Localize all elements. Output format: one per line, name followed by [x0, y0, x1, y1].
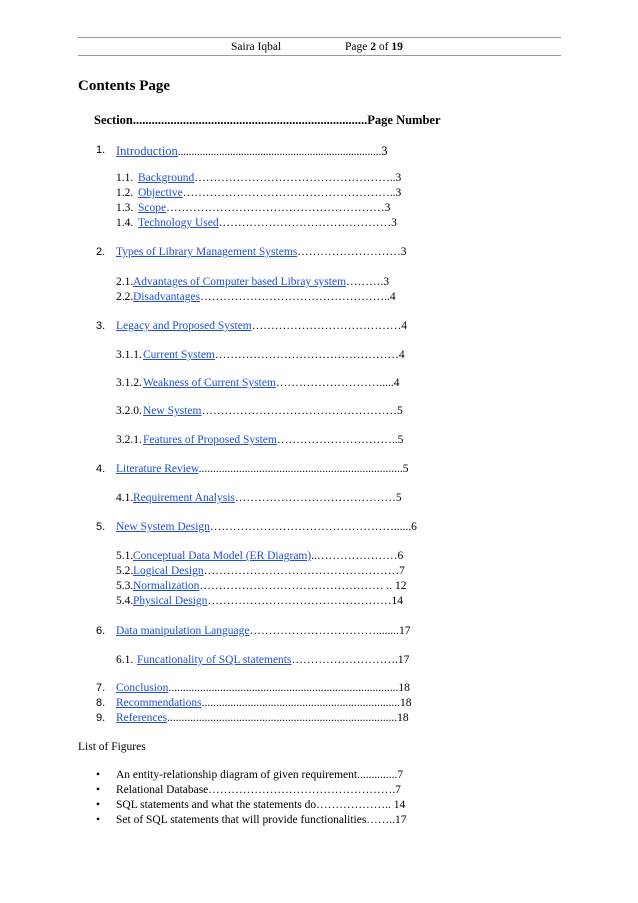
toc-item-leader: ………………………. — [291, 654, 398, 666]
toc-item-link[interactable]: Logical Design — [133, 565, 204, 577]
toc-item-page: 17 — [398, 625, 411, 637]
toc-item-link[interactable]: Disadvantages — [133, 291, 201, 303]
toc-item-number: 9. — [96, 712, 106, 724]
toc-item-page: 3 — [395, 187, 402, 199]
toc-item-number: 2.1. — [116, 276, 134, 288]
toc-item — [133, 291, 396, 303]
toc-item-page: 5 — [397, 434, 404, 446]
toc-item-page: 5 — [396, 405, 403, 417]
toc-item-page: 4 — [398, 349, 405, 361]
toc-item — [143, 377, 400, 389]
toc-item-link[interactable]: Current System — [143, 349, 215, 361]
toc-item-link[interactable]: Conclusion — [116, 682, 169, 694]
toc-item-page: 6 — [397, 550, 404, 562]
toc-item-link[interactable]: Literature Review — [116, 463, 199, 475]
bullet-icon: • — [96, 799, 101, 811]
figure-item-text: SQL statements and what the statements do — [116, 799, 317, 811]
toc-item — [116, 682, 410, 694]
toc-item-link[interactable]: Background — [138, 172, 195, 184]
toc-item — [137, 654, 409, 666]
figure-item-text: Set of SQL statements that will provide functionalities — [116, 814, 367, 826]
toc-item-number: 8. — [96, 697, 106, 709]
toc-item — [116, 712, 409, 724]
figure-item — [116, 799, 405, 811]
toc-item-page: 6 — [411, 521, 417, 533]
toc-item-leader: ………………………………………… — [214, 349, 399, 361]
toc-item — [138, 217, 397, 229]
toc-item-link[interactable]: References — [116, 712, 168, 724]
toc-item-number: 7. — [96, 682, 106, 694]
header-bottom-rule — [78, 55, 561, 56]
toc-item-leader: ..................................................................... — [201, 697, 400, 709]
toc-item-leader: ……………………………………………….. — [182, 187, 396, 199]
toc-item — [133, 276, 389, 288]
figure-item-text: Relational Database — [116, 784, 209, 796]
toc-item-link[interactable]: Recommendations — [116, 697, 202, 709]
toc-item-page: 3 — [400, 246, 407, 258]
figure-item — [116, 769, 403, 781]
toc-item-link[interactable]: Requirement Analysis — [133, 492, 235, 504]
toc-item-link[interactable]: Funcationality of SQL statements — [137, 654, 292, 666]
toc-item-page: 4 — [389, 291, 396, 303]
toc-item-link[interactable]: Advantages of Computer based Libray system — [133, 276, 347, 288]
figure-item-dots: …………………………………………. — [208, 784, 396, 796]
figure-item — [116, 814, 407, 826]
toc-item-leader: …………………………………………… — [201, 405, 397, 417]
toc-item-page: 12 — [392, 580, 407, 592]
toc-item-number: 1.2. — [116, 187, 134, 199]
toc-item-page: 7 — [399, 565, 405, 577]
toc-item — [143, 434, 403, 446]
toc-item-page: 3 — [395, 172, 402, 184]
figure-item-dots: .............. — [357, 769, 398, 781]
toc-item-link[interactable]: Introduction — [116, 144, 178, 158]
toc-item — [116, 246, 407, 258]
toc-item-number: 5. — [96, 521, 106, 533]
header-page-number: Page 2 of 19 — [345, 41, 403, 53]
toc-item-link[interactable]: Data manipulation Language — [116, 625, 250, 637]
toc-item-number: 3.2.0. — [116, 405, 142, 417]
figure-item-dots: ……………….. — [316, 799, 394, 811]
toc-item — [116, 521, 417, 533]
toc-item-leader: ……………………… — [297, 246, 401, 258]
toc-item-leader: ……………………………………… — [218, 217, 392, 229]
toc-item-leader: ................................................................................ — [167, 712, 398, 724]
toc-item — [133, 492, 402, 504]
toc-item-link[interactable]: Objective — [138, 187, 183, 199]
toc-item — [133, 595, 403, 607]
toc-item — [138, 202, 390, 214]
toc-item-page: 18 — [399, 697, 412, 709]
toc-item-link[interactable]: Weakness of Current System — [143, 377, 276, 389]
figure-item-page: 14 — [393, 799, 406, 811]
toc-item-leader: ....................................................................... — [198, 463, 403, 475]
bullet-icon: • — [96, 769, 101, 781]
toc-item — [138, 172, 401, 184]
toc-item-leader: …………………………………………….. — [194, 172, 396, 184]
toc-item-number: 1. — [96, 144, 106, 156]
toc-item-number: 5.1. — [116, 550, 134, 562]
toc-item-link[interactable]: Technology Used — [138, 217, 219, 229]
toc-item-leader: …………………………………… — [234, 492, 396, 504]
toc-item-leader: ………………………………………… — [207, 595, 392, 607]
toc-item-number: 1.3. — [116, 202, 134, 214]
toc-column-header: Section...........................................................................Page Number — [94, 113, 441, 127]
toc-item-leader: ..………………… — [311, 550, 398, 562]
toc-item-link[interactable]: New System — [143, 405, 202, 417]
toc-item-leader: ………. — [346, 276, 384, 288]
toc-item-leader: ………………………………………… .. — [199, 580, 393, 592]
toc-item-page: 4 — [401, 320, 407, 332]
toc-item-number: 3.1.2. — [116, 377, 142, 389]
toc-item — [133, 550, 403, 562]
toc-item-leader: ………………………………………….. — [200, 291, 390, 303]
toc-item-link[interactable]: Normalization — [133, 580, 200, 592]
figure-item-page: 7 — [395, 784, 401, 796]
bullet-icon: • — [96, 784, 101, 796]
toc-item-number: 3.1.1. — [116, 349, 142, 361]
toc-item — [116, 144, 388, 159]
toc-item-number: 5.3. — [116, 580, 134, 592]
toc-item-page: 18 — [397, 712, 409, 724]
toc-item-page: 4 — [393, 377, 400, 389]
toc-item-leader: …………………………………………… — [203, 565, 400, 577]
toc-item-page: 17 — [397, 654, 410, 666]
toc-item — [133, 580, 406, 592]
toc-item-leader: ………………………………… — [251, 320, 402, 332]
figures-title: List of Figures — [78, 741, 146, 753]
toc-item-number: 3. — [96, 320, 106, 332]
toc-item-leader: …………………………………………...... — [209, 521, 412, 533]
toc-item-link[interactable]: Conceptual Data Model (ER Diagram) — [133, 550, 312, 562]
toc-item-link[interactable]: New System Design — [116, 521, 210, 533]
toc-item-number: 1.4. — [116, 217, 134, 229]
toc-item-page: 3 — [391, 217, 397, 229]
header-top-rule — [78, 37, 561, 38]
toc-item-page: 5 — [402, 463, 409, 475]
toc-item — [116, 463, 408, 475]
toc-item-page: 14 — [391, 595, 403, 607]
toc-item-link[interactable]: Features of Proposed System — [143, 434, 277, 446]
toc-item-number: 1.1. — [116, 172, 134, 184]
toc-item-page: 3 — [381, 144, 388, 158]
toc-item-number: 4. — [96, 463, 106, 475]
toc-item — [143, 405, 403, 417]
toc-item — [143, 349, 405, 361]
toc-item — [116, 625, 410, 637]
figure-item — [116, 784, 401, 796]
toc-item-link[interactable]: Physical Design — [133, 595, 208, 607]
toc-item — [138, 187, 401, 199]
toc-item — [116, 320, 407, 332]
toc-item-link[interactable]: Legacy and Proposed System — [116, 320, 252, 332]
toc-item-leader: ................................................................................ — [168, 682, 399, 694]
toc-item-leader: ………………………..... — [275, 377, 394, 389]
toc-item-page: 5 — [395, 492, 402, 504]
toc-item-number: 4.1. — [116, 492, 134, 504]
toc-item-number: 3.2.1. — [116, 434, 142, 446]
toc-item-page: 18 — [398, 682, 410, 694]
figure-item-page: 7 — [397, 769, 404, 781]
figure-item-dots: …….. — [366, 814, 396, 826]
toc-item-number: 5.4. — [116, 595, 134, 607]
figure-item-text: An entity-relationship diagram of given requirement — [116, 769, 358, 781]
toc-item-number: 2.2. — [116, 291, 134, 303]
toc-item-leader: ………………………………………………… — [166, 202, 385, 214]
toc-item-link[interactable]: Types of Library Management Systems — [116, 246, 298, 258]
toc-item-number: 6.1. — [116, 654, 134, 666]
page-title: Contents Page — [78, 78, 171, 94]
figure-item-page: 17 — [395, 814, 407, 826]
header-author: Saira Iqbal — [231, 41, 282, 53]
toc-item-number: 2. — [96, 246, 106, 258]
toc-item-leader: .......................................................................... — [177, 146, 382, 158]
toc-item-page: 3 — [383, 276, 390, 288]
toc-item-page: 3 — [384, 202, 391, 214]
toc-item-number: 6. — [96, 625, 106, 637]
toc-item — [116, 697, 411, 709]
toc-item-leader: ……………………………........ — [249, 625, 399, 637]
toc-item-number: 5.2. — [116, 565, 134, 577]
toc-item-link[interactable]: Scope — [138, 202, 167, 214]
toc-item-leader: ………………………….. — [276, 434, 398, 446]
toc-item — [133, 565, 405, 577]
bullet-icon: • — [96, 814, 101, 826]
